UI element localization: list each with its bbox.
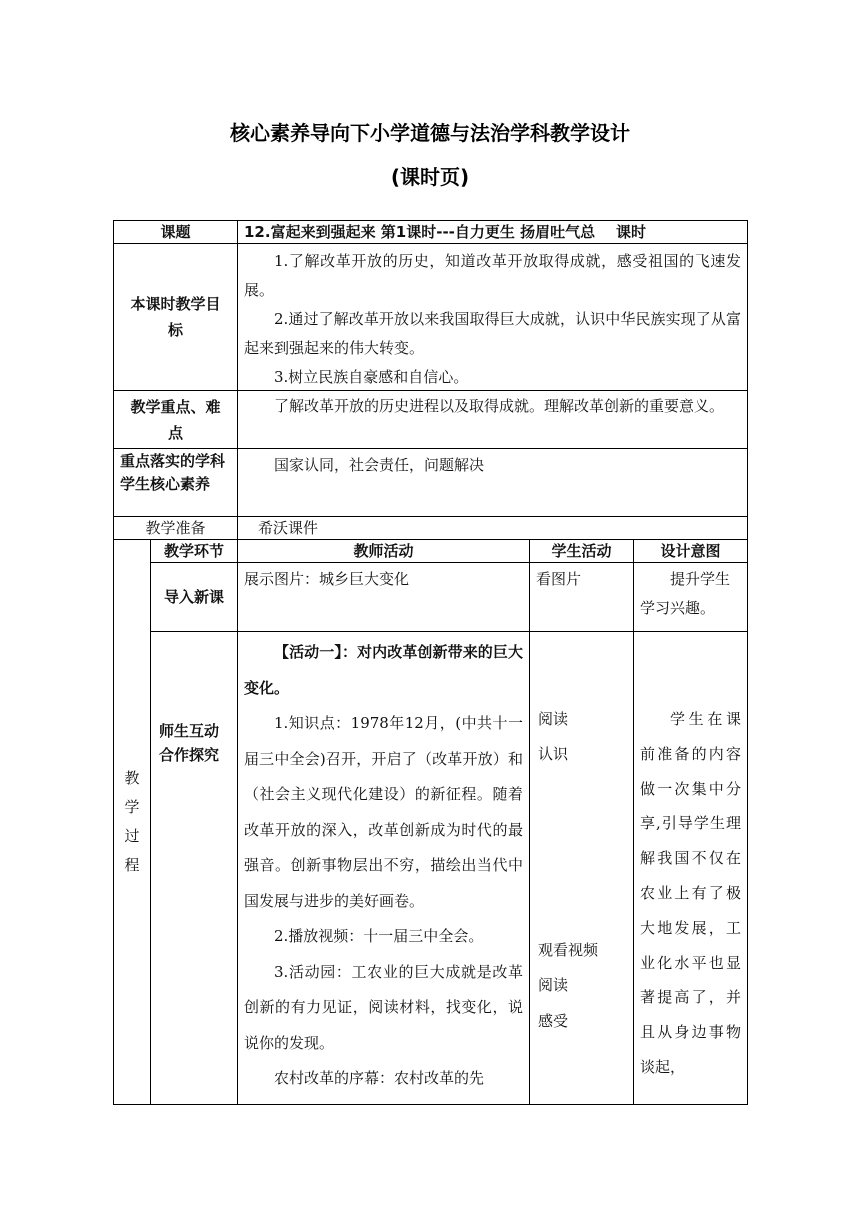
intent-interaction-text: 学生在课前准备的内容做一次集中分享,引导学生理解我国不仅在农业上有了极大地发展，工业化水平也显著提高了，并且从身边事物谈起， (640, 710, 741, 1076)
teacher-paragraph: 2.播放视频：十一届三中全会。 (274, 927, 484, 945)
student-activity: 观看视频 (538, 941, 599, 959)
key-points-label (113, 390, 238, 449)
core-literacy-label-text: 重点落实的学科学生核心素养 (120, 452, 226, 493)
header-student: 学生活动 (529, 539, 634, 563)
student-interaction (529, 631, 634, 1105)
goals-content (237, 243, 748, 391)
core-literacy-text: 国家认同，社会责任，问题解决 (274, 456, 485, 474)
core-literacy-label (113, 448, 238, 517)
student-activity: 感受 (538, 1012, 569, 1030)
core-literacy-content (237, 448, 748, 517)
student-activity: 阅读 (538, 976, 569, 994)
student-activity: 阅读 (538, 710, 569, 728)
header-intent: 设计意图 (633, 539, 748, 563)
teacher-paragraph: 3.活动园：工农业的巨大成就是改革创新的有力见证，阅读材料，找变化，说说你的发现。 (244, 962, 523, 1052)
teacher-paragraph: 农村改革的序幕：农村改革的先 (274, 1069, 485, 1087)
key-points-label-text: 教学重点、难点 (130, 397, 221, 442)
intent-intro (633, 562, 748, 632)
prep-label: 教学准备 (113, 516, 238, 540)
student-intro: 看图片 (529, 562, 634, 632)
intent-interaction (633, 631, 748, 1105)
document-subtitle: (课时页) (390, 165, 470, 189)
goals-label (113, 243, 238, 391)
teacher-interaction (237, 631, 530, 1105)
activity-one-title: 【活动一】：对内改革创新带来的巨大变化。 (244, 643, 523, 697)
stage-interaction-text: 师生互动合作探究 (159, 722, 220, 764)
prep-value-text: 希沃课件 (258, 519, 319, 537)
student-activity: 认识 (538, 745, 569, 763)
prep-value (237, 516, 748, 540)
process-label-text: 教学过程 (124, 769, 140, 874)
key-points-content (237, 390, 748, 449)
topic-value: 12.富起来到强起来 第1课时---自力更生 扬眉吐气总 课时 (237, 220, 748, 244)
teacher-intro: 展示图片：城乡巨大变化 (237, 562, 530, 632)
intent-intro-text: 提升学生学习兴趣。 (640, 570, 731, 617)
topic-label: 课题 (113, 220, 238, 244)
teacher-paragraph: 1.知识点：1978年12月，(中共十一届三中全会)召开，开启了（改革开放）和（社会主义现代化建设）的新征程。随着改革开放的深入，改革创新成为时代的最强音。创新事物层出不穷，描绘出当代中国发展与进步的美好画卷。 (244, 714, 523, 910)
goal-item: 2.通过了解改革开放以来我国取得巨大成就，认识中华民族实现了从富起来到强起来的伟大转变。 (244, 310, 741, 357)
header-stage: 教学环节 (150, 539, 238, 563)
document-title: 核心素养导向下小学道德与法治学科教学设计 (230, 121, 630, 145)
stage-intro (150, 562, 238, 632)
goals-label-text: 本课时教学目标 (130, 295, 221, 339)
goal-item: 1.了解改革开放的历史，知道改革开放取得成就，感受祖国的飞速发展。 (244, 252, 741, 299)
key-points-text: 了解改革开放的历史进程以及取得成就。理解改革创新的重要意义。 (274, 397, 725, 415)
process-label (113, 539, 151, 1105)
stage-interaction (150, 631, 238, 1105)
goal-item: 3.树立民族自豪感和自信心。 (274, 368, 469, 386)
header-teacher: 教师活动 (237, 539, 530, 563)
stage-intro-text: 导入新课 (163, 587, 224, 606)
